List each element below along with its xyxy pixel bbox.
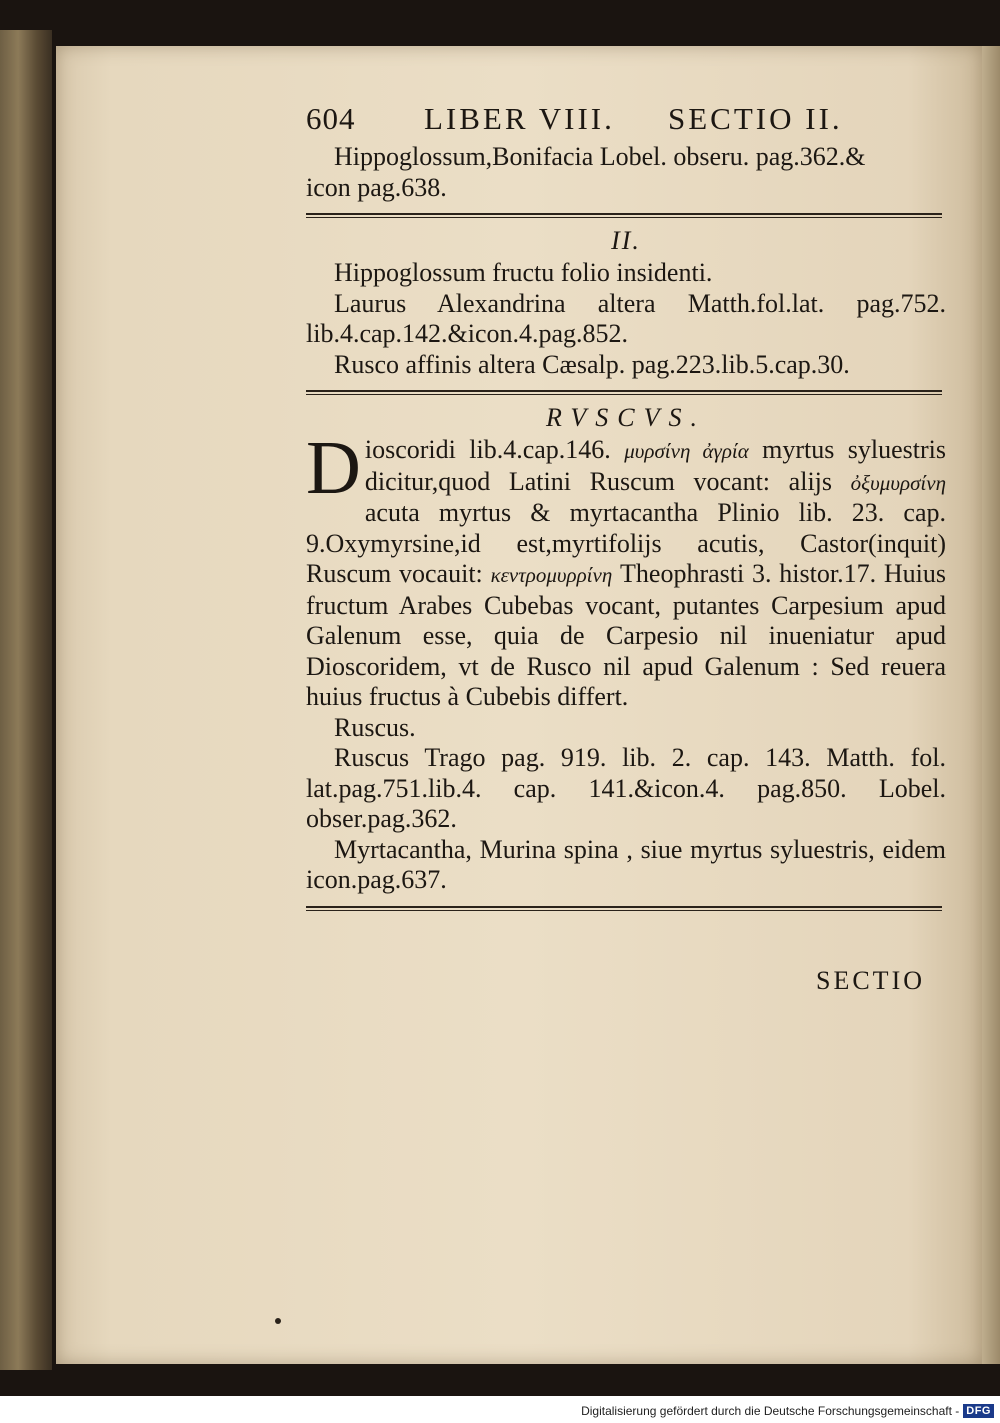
book-binding [0, 30, 52, 1370]
ruscus-paragraph: Myrtacantha, Murina spina , siue myrtus syluestris, eidem icon.pag.637. [306, 834, 946, 894]
greek-term: ὀξυμυρσίνη [850, 470, 946, 495]
text-run: acuta myrtus & myrtacantha Plinio lib. 23. cap. 9.Oxymyrsine,id est,myrtifolijs acutis, Castor(inquit) Ruscum vocauit: [306, 498, 946, 588]
greek-term: μυρσίνη ἀγρία [624, 439, 749, 463]
footer-text: Digitalisierung gefördert durch die Deutsche Forschungsgemeinschaft - [581, 1403, 960, 1418]
section-two-paragraph: Rusco affinis altera Cæsalp. pag.223.lib.5.cap.30. [334, 349, 850, 379]
text-run: Theophrasti 3. histor.17. Huius fructum Arabes Cubebas vocant, putantes Carpesium apud Galenum esse, quia de Carpesio nil inueniatur apud Dioscoridem, vt de Rusco nil apud Galenum : Sed reuera huius fructus à Cubebis differt. [306, 559, 946, 711]
page-text [306, 101, 946, 917]
ruscus-paragraph: Ruscus Trago pag. 919. lib. 2. cap. 143. Matth. fol. lat.pag.751.lib.4. cap. 141.&icon.4. pag.850. Lobel. obser.pag.362. [306, 743, 946, 833]
ruscus-main-paragraph [306, 426, 946, 713]
section-numeral: II. [611, 226, 641, 255]
greek-term: κεντρομυρρίνη [490, 563, 613, 587]
page-edge [982, 46, 1000, 1364]
section-two-paragraph: Laurus Alexandrina altera Matth.fol.lat. pag.752. lib.4.cap.142.&icon.4.pag.852. [306, 288, 946, 348]
ink-mark [275, 1318, 281, 1324]
intro-line-2: icon pag.638. [306, 172, 447, 202]
header-sectio: SECTIO II. [668, 101, 843, 136]
text-run: ioscoridi lib.4.cap.146. [364, 435, 625, 464]
divider-rule [306, 906, 942, 911]
divider-rule [306, 213, 942, 218]
dfg-logo: DFG [963, 1404, 994, 1418]
catchword: SECTIO [816, 966, 925, 995]
page-number: 604 [306, 101, 356, 136]
text-run: myrtus syluestris dicitur,quod Latini Ruscum vocant: alijs [364, 435, 946, 496]
ruscus-heading: RVSCVS. [545, 403, 707, 432]
divider-rule [306, 390, 942, 395]
digitization-footer [0, 1398, 1000, 1423]
ruscus-paragraph: Ruscus. [334, 712, 416, 742]
running-header [306, 101, 946, 142]
header-liber: LIBER VIII. [424, 101, 615, 136]
intro-line-1: Hippoglossum,Bonifacia Lobel. obseru. pag.362.& [334, 142, 866, 171]
section-two-paragraph: Hippoglossum fructu folio insidenti. [334, 258, 713, 287]
drop-cap: D [306, 426, 361, 510]
